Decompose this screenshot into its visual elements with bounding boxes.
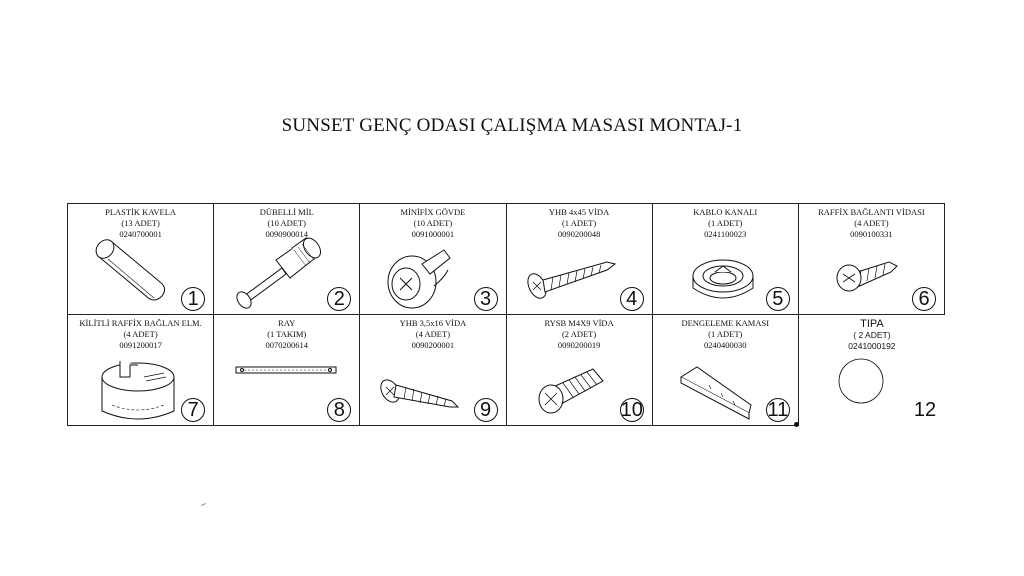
part-quantity: (1 ADET) xyxy=(708,329,743,339)
part-quantity: (4 ADET) xyxy=(854,218,889,228)
part-name: RAFFİX BAĞLANTI VİDASI xyxy=(818,207,925,217)
part-quantity: (1 TAKIM) xyxy=(267,329,307,339)
part-cell xyxy=(653,315,799,426)
part-cell xyxy=(214,315,360,426)
part-code: 0070200614 xyxy=(265,340,308,350)
part-quantity: (2 ADET) xyxy=(561,329,597,339)
page-title: SUNSET GENÇ ODASI ÇALIŞMA MASASI MONTAJ-1 xyxy=(281,115,743,136)
part-name: YHB 3,5x16 VİDA xyxy=(399,318,467,328)
part-number: 11 xyxy=(767,399,789,421)
part-code: 0241100023 xyxy=(704,229,747,239)
part-cell xyxy=(360,315,506,426)
part-number: 4 xyxy=(620,287,644,311)
part-number: 12 xyxy=(913,399,937,421)
part-code: 0241000192 xyxy=(848,341,896,351)
part-name: YHB 4x45 VİDA xyxy=(548,207,610,217)
part-quantity: (1 ADET) xyxy=(561,218,597,228)
part-number: 2 xyxy=(327,287,351,311)
part-code: 0240700001 xyxy=(119,229,162,239)
part-quantity: (4 ADET) xyxy=(415,329,451,339)
part-cell xyxy=(214,204,360,315)
part-number: 5 xyxy=(766,287,790,311)
part-name: PLASTİK KAVELA xyxy=(105,207,177,217)
part-name: RYSB M4X9 VİDA xyxy=(544,318,614,328)
part-cell xyxy=(68,204,214,315)
part-cell xyxy=(507,315,653,426)
part-number: 8 xyxy=(327,398,351,422)
parts-table xyxy=(67,203,945,426)
part-number: 9 xyxy=(474,398,498,422)
part-cell xyxy=(799,204,945,315)
part-quantity: ( 2 ADET) xyxy=(853,330,891,340)
part-name: MİNİFİX GÖVDE xyxy=(400,207,466,217)
part-name: TIPA xyxy=(860,318,884,330)
part-code: 0090900014 xyxy=(265,229,308,239)
part-code: 0091200017 xyxy=(119,340,162,350)
part-quantity: (1 ADET) xyxy=(708,218,743,228)
part-number: 1 xyxy=(181,287,205,311)
part-quantity: (13 ADET) xyxy=(121,218,160,228)
part-number: 6 xyxy=(912,287,936,311)
part-name: DENGELEME KAMASI xyxy=(681,318,770,328)
part-name: KABLO KANALI xyxy=(693,207,758,217)
part-cell xyxy=(799,315,945,426)
part-quantity: (4 ADET) xyxy=(123,329,158,339)
part-code: 0240400030 xyxy=(703,340,747,350)
part-number: 10 xyxy=(620,399,643,421)
part-code: 0090200001 xyxy=(411,340,455,350)
part-quantity: (10 ADET) xyxy=(413,218,453,228)
part-cell xyxy=(360,204,506,315)
part-code: 0091000001 xyxy=(411,229,455,239)
part-cell xyxy=(653,204,799,315)
part-name: DÜBELLİ MİL xyxy=(259,207,314,217)
part-code: 0090100331 xyxy=(850,229,893,239)
part-number: 3 xyxy=(474,287,498,311)
part-cell xyxy=(68,315,214,426)
part-name: KİLİTLİ RAFFİX BAĞLAN ELM. xyxy=(79,318,202,328)
part-code: 0090200048 xyxy=(557,229,601,239)
stray-mark xyxy=(201,503,206,506)
part-number: 7 xyxy=(181,398,205,422)
part-cell xyxy=(507,204,653,315)
part-name: RAY xyxy=(278,318,296,328)
part-quantity: (10 ADET) xyxy=(267,218,306,228)
corner-dot xyxy=(794,422,799,427)
part-code: 0090200019 xyxy=(557,340,601,350)
